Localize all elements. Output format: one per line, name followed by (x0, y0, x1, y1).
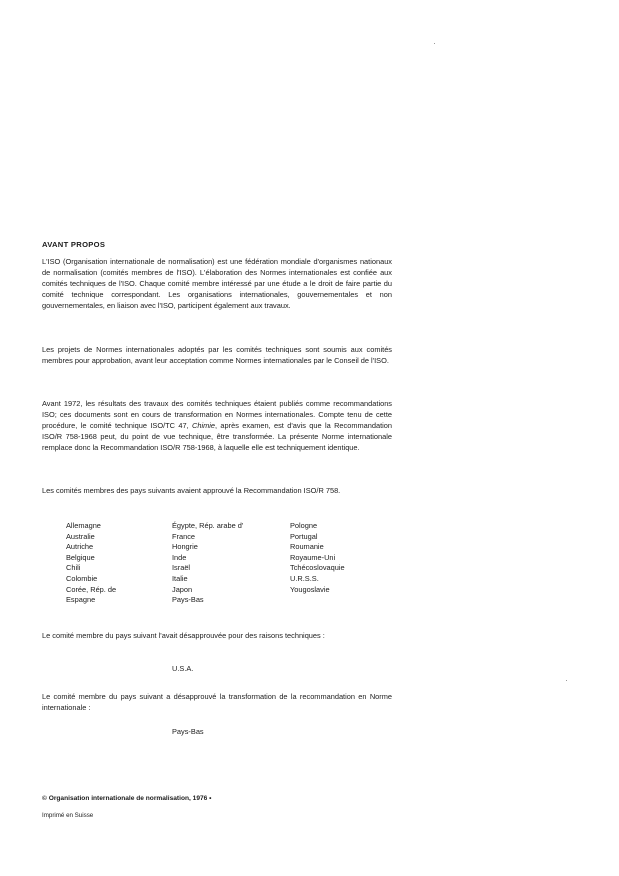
country-name: Royaume-Uni (290, 552, 336, 562)
country-name: Corée, Rép. de (66, 584, 117, 594)
paragraph-disapproval-transformation: Le comité membre du pays suivant a désapprouvé la transformation de la recommandation en Norme internationale : (42, 692, 392, 713)
disapproving-country-usa: U.S.A. (172, 664, 194, 673)
country-name: Chili (66, 563, 81, 573)
country-name: Colombie (66, 573, 98, 583)
paragraph-approval: Les projets de Normes internationales adoptés par les comités techniques sont soumis aux comités membres pour approbation, avant leur acceptation comme Normes internationales par le Conseil de l'ISO. (42, 345, 392, 366)
paragraph-history (42, 398, 392, 453)
paragraph-approving-members: Les comités membres des pays suivants avaient approuvé la Recommandation ISO/R 758. (42, 486, 341, 495)
country-name: Allemagne (66, 521, 101, 530)
scan-speck (434, 43, 435, 44)
country-name: Espagne (66, 595, 96, 605)
scan-speck (566, 680, 567, 681)
country-name: Portugal (290, 531, 318, 541)
committee-name-italic: Chimie (192, 421, 216, 431)
country-name: Hongrie (172, 542, 198, 552)
country-name: Australie (66, 531, 95, 541)
paragraph-disapproval-technical: Le comité membre du pays suivant l'avait désapprouvée pour des raisons techniques : (42, 631, 325, 640)
disapproving-country-netherlands: Pays-Bas (172, 727, 204, 736)
country-name: Italie (172, 573, 188, 583)
country-name: Roumanie (290, 542, 324, 552)
country-name: Tchécoslovaquie (290, 563, 345, 573)
country-name: Inde (172, 552, 187, 562)
country-name: Autriche (66, 542, 94, 552)
country-name (290, 595, 396, 606)
country-list (66, 521, 396, 606)
country-name: U.R.S.S. (290, 573, 319, 583)
section-heading: AVANT PROPOS (42, 240, 106, 249)
country-name: Israël (172, 563, 191, 573)
country-name: Belgique (66, 552, 95, 562)
country-name: Pays-Bas (172, 595, 204, 605)
country-name: Japon (172, 584, 193, 594)
paragraph-iso-intro: L'ISO (Organisation internationale de normalisation) est une fédération mondiale d'organismes nationaux de normalisation (comités membres de l'ISO). L'élaboration des Normes internationales est confiée aux comités techniques de l'ISO. Chaque comité membre intéressé par une étude a le droit de faire partie du comité technique correspondant. Les organisations internationales, gouvernementales et non gouvernementales, en liaison avec l'ISO, participent également aux travaux. (42, 257, 392, 311)
country-name: France (172, 531, 196, 541)
copyright-notice: © Organisation internationale de normalisation, 1976 • (42, 795, 212, 802)
paragraph-history-part1: Avant 1972, les résultats des travaux des comités techniques étaient publiés comme recommandations ISO; ces documents sont en cours de transformation en Normes internationales. Compte tenu de cette procédure, le comité technique ISO/TC 47, (42, 399, 392, 431)
printed-in-note: Imprimé en Suisse (42, 812, 94, 819)
country-name: Égypte, Rép. arabe d' (172, 521, 244, 530)
country-name: Pologne (290, 521, 318, 530)
paragraph-history-part2: , après examen, est d'avis que la Recommandation ISO/R 758-1968 peut, du point de vue technique, être transformée. La présente Norme internationale remplace donc la Recommandation ISO/R 758-1968, à laquelle elle est techniquement identique. (42, 421, 392, 453)
country-name: Yougoslavie (290, 584, 330, 594)
